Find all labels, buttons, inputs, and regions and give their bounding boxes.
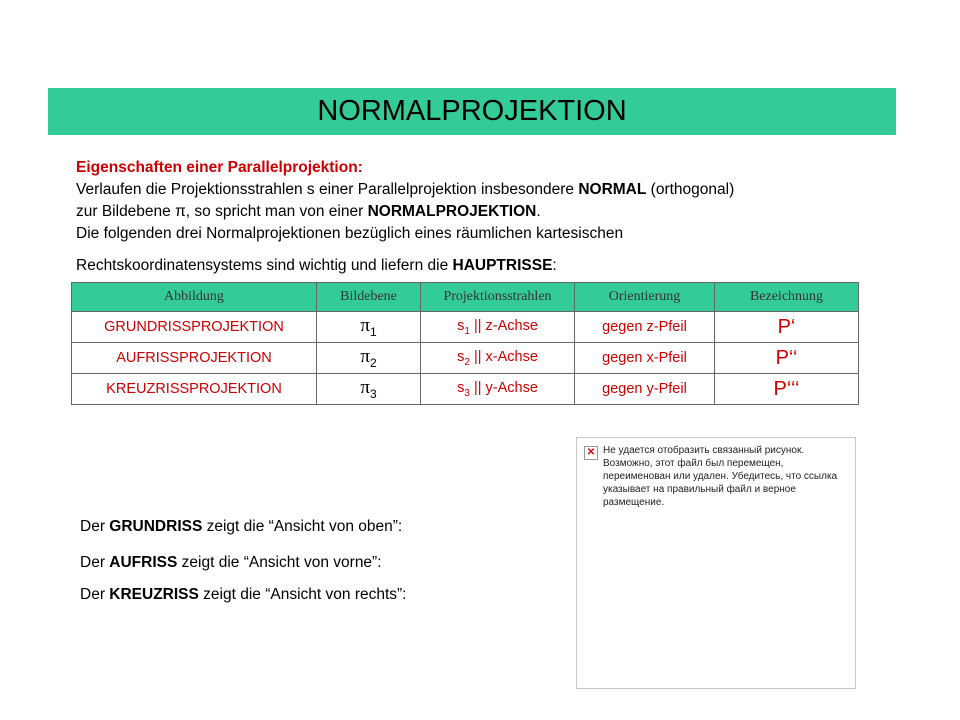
abbildung-cell: GRUNDRISSPROJEKTION xyxy=(72,312,317,343)
s-subscript: 1 xyxy=(464,325,470,337)
header-bezeichnung: Bezeichnung xyxy=(715,283,859,312)
page-title: NORMALPROJEKTION xyxy=(317,95,627,127)
s-symbol: s xyxy=(457,317,465,334)
bezeichnung-cell: P‘ xyxy=(715,312,859,343)
pi-subscript: 3 xyxy=(369,386,377,401)
intro-text-fragment: (orthogonal) xyxy=(646,181,735,198)
strahlen-cell xyxy=(421,312,575,343)
table-row xyxy=(72,374,859,405)
pi-symbol: π xyxy=(360,346,370,368)
table-row xyxy=(72,343,859,374)
s-symbol: s xyxy=(457,348,465,365)
pi-subscript: 2 xyxy=(369,355,377,370)
view-line-aufriss xyxy=(80,554,382,572)
axis-text: || z-Achse xyxy=(469,317,538,334)
abbildung-cell: KREUZRISSPROJEKTION xyxy=(72,374,317,405)
orientierung-cell: gegen x-Pfeil xyxy=(575,343,715,374)
header-projektionsstrahlen: Projektionsstrahlen xyxy=(421,283,575,312)
intro-line-4 xyxy=(76,255,896,277)
bildebene-cell xyxy=(317,312,421,343)
intro-text-fragment: Verlaufen die Projektionsstrahlen s einer Parallelprojektion insbesondere xyxy=(76,181,579,198)
orientierung-cell: gegen z-Pfeil xyxy=(575,312,715,343)
view-bold-term: GRUNDRISS xyxy=(109,518,203,535)
intro-line-2 xyxy=(76,201,896,223)
s-subscript: 2 xyxy=(464,356,470,368)
header-orientierung: Orientierung xyxy=(575,283,715,312)
intro-bold-term: HAUPTRISSE xyxy=(452,257,553,274)
intro-line-1 xyxy=(76,179,896,201)
intro-text xyxy=(76,157,896,277)
view-line-kreuzriss xyxy=(80,586,407,604)
view-text-fragment: Der xyxy=(80,586,110,603)
intro-line-3: Die folgenden drei Normalprojektionen bezüglich eines räumlichen kartesischen xyxy=(76,225,624,242)
strahlen-cell xyxy=(421,374,575,405)
intro-bold-term: NORMAL xyxy=(578,181,647,198)
bildebene-cell xyxy=(317,374,421,405)
axis-text: || y-Achse xyxy=(469,379,538,396)
s-symbol: s xyxy=(457,379,465,396)
view-text-fragment: zeigt die “Ansicht von rechts”: xyxy=(198,586,407,603)
projection-table xyxy=(71,282,859,405)
broken-image-message: Не удается отобразить связанный рисунок. Возможно, этот файл был перемещен, переименован или удален. Убедитесь, что ссылка указывает на правильный файл и верное размещение. xyxy=(603,445,838,508)
strahlen-cell xyxy=(421,343,575,374)
s-subscript: 3 xyxy=(464,387,470,399)
table-header-row xyxy=(72,283,859,312)
title-banner xyxy=(48,88,896,135)
view-text-fragment: Der xyxy=(80,554,110,571)
intro-text-fragment: zur Bildebene π, so spricht man von einer xyxy=(76,203,368,220)
header-bildebene: Bildebene xyxy=(317,283,421,312)
pi-symbol: π xyxy=(360,315,370,337)
pi-subscript: 1 xyxy=(369,324,377,339)
bildebene-cell xyxy=(317,343,421,374)
broken-image-icon: ✕ xyxy=(584,446,598,460)
view-text-fragment: zeigt die “Ansicht von vorne”: xyxy=(177,554,382,571)
table-row xyxy=(72,312,859,343)
pi-symbol: π xyxy=(360,377,370,399)
broken-image-placeholder xyxy=(576,437,856,689)
intro-text-fragment: : xyxy=(552,257,557,274)
bezeichnung-cell: P‘‘‘ xyxy=(715,374,859,405)
view-line-grundriss xyxy=(80,518,402,536)
intro-text-fragment: Rechtskoordinatensystems sind wichtig und liefern die xyxy=(76,257,453,274)
view-bold-term: AUFRISS xyxy=(109,554,178,571)
section-heading: Eigenschaften einer Parallelprojektion: xyxy=(76,159,363,176)
intro-bold-term: NORMALPROJEKTION xyxy=(367,203,537,220)
view-text-fragment: zeigt die “Ansicht von oben”: xyxy=(202,518,403,535)
orientierung-cell: gegen y-Pfeil xyxy=(575,374,715,405)
view-text-fragment: Der xyxy=(80,518,110,535)
header-abbildung: Abbildung xyxy=(72,283,317,312)
intro-text-fragment: . xyxy=(536,203,541,220)
bezeichnung-cell: P‘‘ xyxy=(715,343,859,374)
axis-text: || x-Achse xyxy=(469,348,538,365)
abbildung-cell: AUFRISSPROJEKTION xyxy=(72,343,317,374)
view-bold-term: KREUZRISS xyxy=(109,586,199,603)
